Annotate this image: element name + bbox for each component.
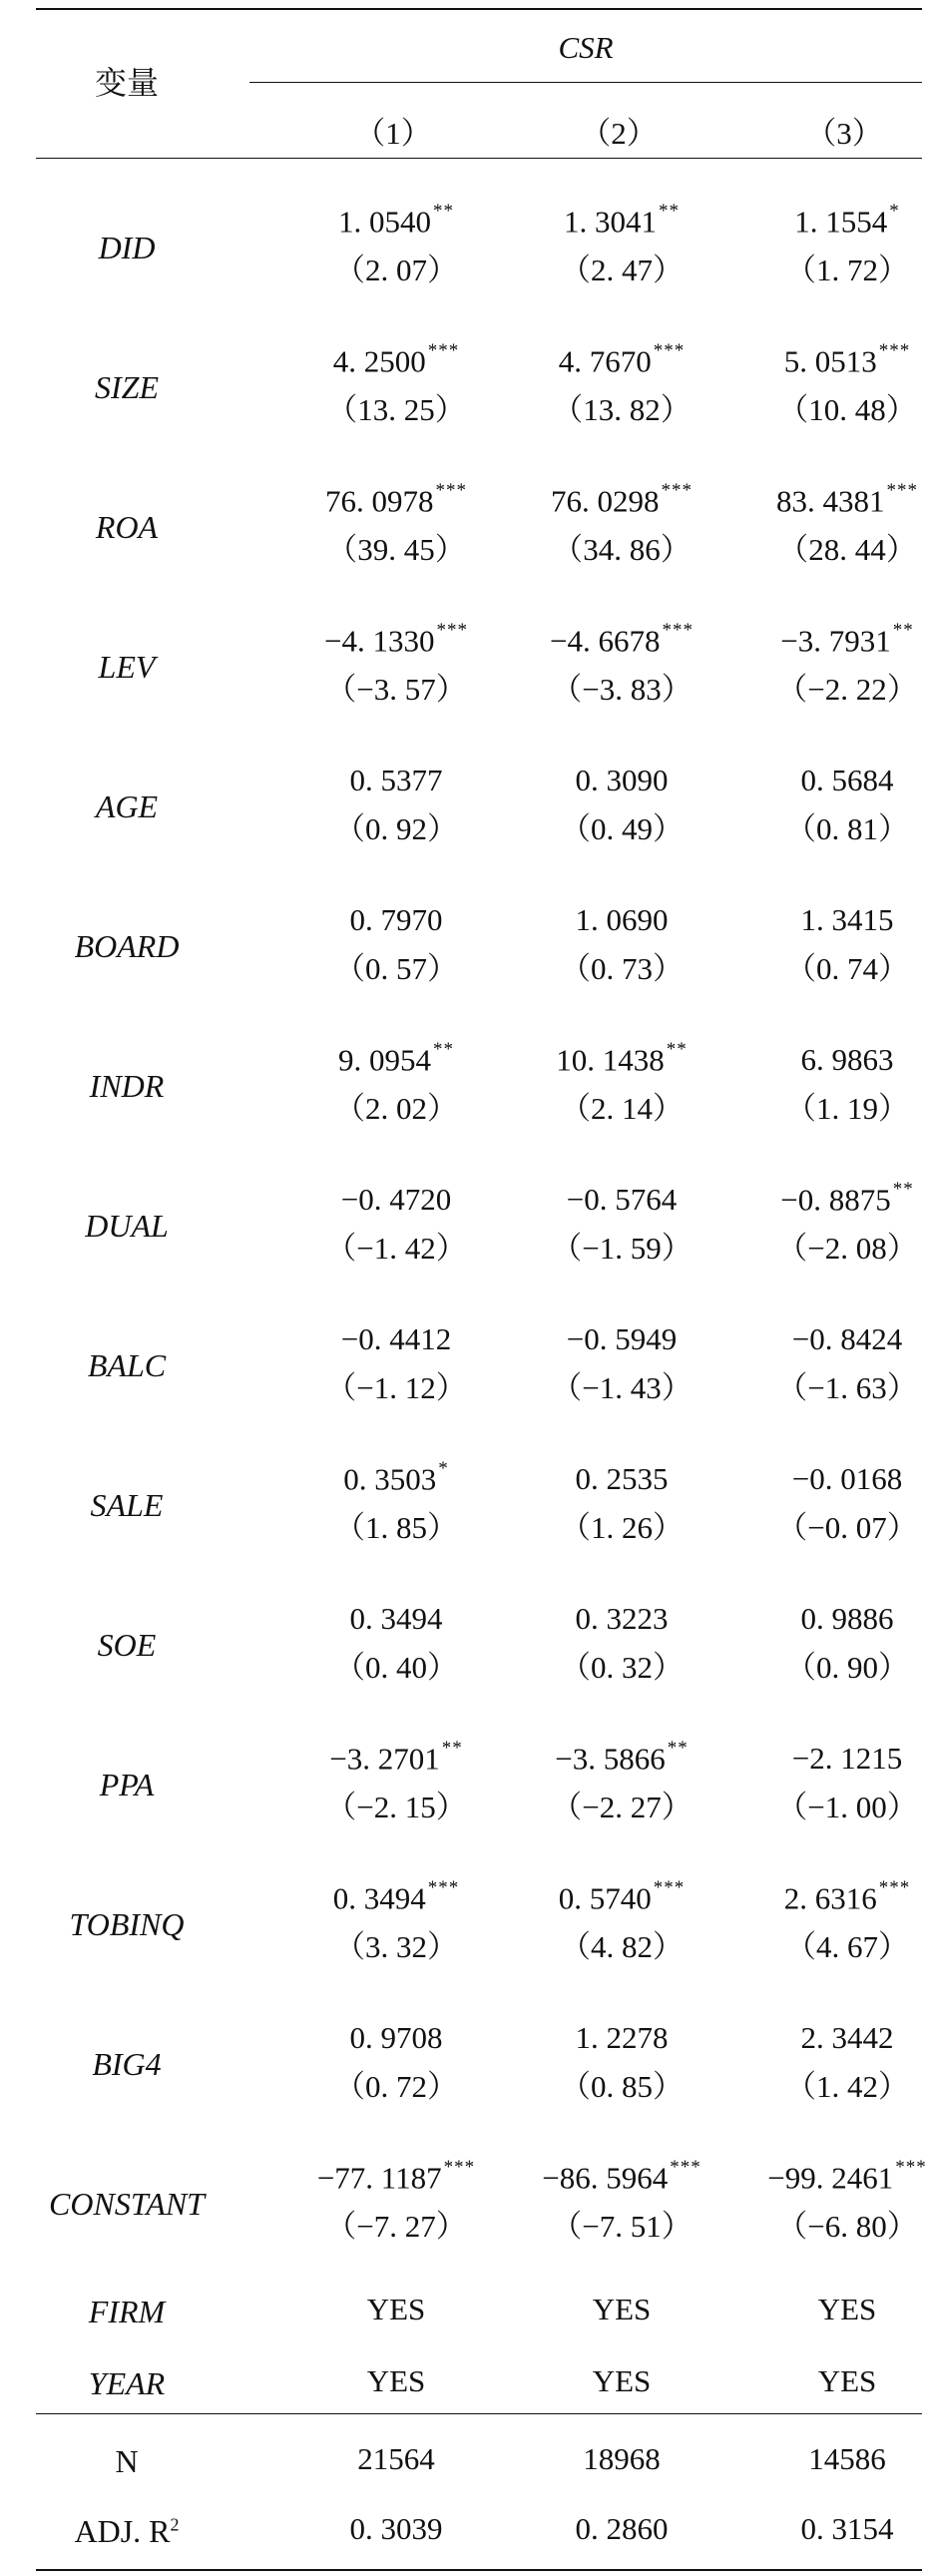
stats-rule: [36, 2413, 922, 2414]
table-cell: [283, 1458, 509, 1546]
variable-name: SOE: [97, 1627, 157, 1663]
table-cell: [283, 620, 509, 708]
significance-stars: **: [667, 1738, 689, 1759]
significance-stars: ***: [662, 620, 694, 641]
coefficient: [283, 480, 509, 519]
significance-stars: ***: [886, 480, 918, 501]
coefficient-value: 4. 7670: [558, 343, 652, 379]
table-cell: [509, 2022, 734, 2102]
coefficient-value: 0. 3090: [575, 763, 669, 797]
coefficient: [283, 201, 509, 240]
column-header-3: （3）: [805, 116, 883, 151]
table-cell: [283, 904, 509, 984]
table-cell: YES: [366, 2292, 426, 2326]
t-statistic: （34. 86）: [552, 532, 692, 568]
table-cell: YES: [366, 2363, 426, 2398]
t-statistic: （1. 19）: [785, 1091, 909, 1126]
t-statistic: （0. 73）: [560, 951, 684, 986]
t-statistic: （−2. 15）: [325, 1790, 467, 1825]
t-statistic: （0. 81）: [785, 811, 909, 846]
t-statistic: （2. 02）: [334, 1091, 458, 1127]
variable-name: YEAR: [88, 2365, 166, 2401]
significance-stars: ***: [670, 2157, 701, 2178]
coefficient: [509, 1323, 734, 1354]
coefficient: [509, 340, 734, 379]
t-statistic: （4. 82）: [560, 1929, 684, 1965]
coefficient-value: 0. 9708: [349, 2020, 443, 2055]
t-statistic: （13. 25）: [326, 392, 466, 428]
coefficient: [734, 480, 929, 519]
table-cell: [283, 1323, 509, 1403]
coefficient: [509, 1184, 734, 1215]
t-statistic: （0. 74）: [785, 951, 909, 986]
table-cell: [509, 904, 734, 984]
variable-name: BALC: [87, 1347, 167, 1383]
table-cell: [509, 1603, 734, 1683]
significance-stars: ***: [878, 340, 911, 361]
table-cell: [283, 340, 509, 428]
t-statistic: （0. 40）: [334, 1650, 458, 1685]
variable-name: LEV: [98, 649, 156, 685]
table-cell: [734, 1603, 929, 1683]
coefficient-value: 0. 7970: [349, 902, 443, 937]
significance-stars: ***: [427, 1877, 460, 1898]
t-statistic: （−6. 80）: [776, 2209, 918, 2245]
coefficient-value: 0. 3503: [343, 1461, 437, 1497]
coefficient-value: −86. 5964: [542, 2160, 669, 2196]
table-cell: [509, 765, 734, 844]
table-cell: 21564: [357, 2441, 435, 2476]
significance-stars: ***: [435, 480, 467, 501]
significance-stars: ***: [878, 1877, 911, 1898]
coefficient-value: −0. 5949: [566, 1321, 678, 1356]
variable-name: DID: [98, 230, 156, 265]
coefficient: [509, 1738, 734, 1777]
coefficient: [734, 340, 929, 379]
significance-stars: **: [433, 201, 454, 222]
table-cell: [509, 620, 734, 708]
coefficient: [283, 1184, 509, 1215]
t-statistic: （−1. 00）: [776, 1790, 918, 1824]
header-bottom-rule: [36, 158, 922, 159]
table-cell: [734, 904, 929, 984]
variable-name: FIRM: [88, 2294, 166, 2329]
coefficient-value: 2. 6316: [783, 1880, 877, 1916]
t-statistic: （−7. 51）: [551, 2209, 693, 2245]
coefficient: [734, 1603, 929, 1634]
dependent-variable-header: CSR: [558, 30, 614, 65]
bottom-rule: [36, 2569, 922, 2571]
table-cell: 14586: [808, 2441, 886, 2476]
t-statistic: （2. 47）: [560, 253, 684, 288]
table-cell: [509, 1877, 734, 1965]
coefficient-value: 10. 1438: [556, 1042, 665, 1078]
coefficient-value: 0. 3494: [332, 1880, 426, 1916]
variable-name: ROA: [95, 509, 159, 545]
table-cell: 0. 3039: [349, 2511, 443, 2546]
table-cell: [734, 620, 929, 708]
coefficient-value: 1. 0540: [338, 204, 431, 240]
table-cell: [734, 765, 929, 844]
coefficient: [509, 1039, 734, 1078]
variable-name: TOBINQ: [69, 1906, 185, 1942]
t-statistic: （0. 72）: [334, 2069, 458, 2104]
coefficient-value: −4. 1330: [324, 623, 435, 659]
t-statistic: （2. 07）: [334, 253, 458, 288]
variable-name: SALE: [90, 1487, 164, 1523]
top-rule: [36, 8, 922, 10]
column-header-2: （2）: [580, 116, 658, 151]
coefficient-value: 0. 3494: [349, 1601, 443, 1636]
significance-stars: ***: [443, 2157, 476, 2178]
coefficient-value: −0. 8875: [780, 1182, 891, 1218]
table-cell: [734, 1323, 929, 1403]
significance-stars: ***: [436, 620, 468, 641]
coefficient: [509, 1463, 734, 1494]
coefficient-value: 0. 2535: [575, 1461, 669, 1496]
table-cell: [734, 480, 929, 568]
table-cell: [509, 1463, 734, 1543]
coefficient-value: 1. 1554: [794, 204, 888, 240]
table-cell: [283, 480, 509, 568]
t-statistic: （1. 72）: [785, 253, 909, 288]
coefficient-value: 0. 5740: [558, 1880, 652, 1916]
coefficient-value: −0. 4720: [340, 1182, 452, 1217]
coefficient: [283, 2157, 509, 2196]
statistic-name: ADJ. $R^2$: [74, 2513, 180, 2549]
statistic-name: N: [115, 2443, 139, 2479]
coefficient: [283, 1603, 509, 1634]
t-statistic: （13. 82）: [552, 392, 692, 428]
coefficient-value: 1. 2278: [575, 2020, 669, 2055]
coefficient: [734, 1743, 929, 1774]
table-cell: [283, 2157, 509, 2245]
t-statistic: （−1. 42）: [325, 1231, 467, 1266]
t-statistic: （−1. 63）: [776, 1370, 918, 1405]
t-statistic: （−2. 22）: [776, 672, 918, 708]
coefficient: [509, 620, 734, 659]
t-statistic: （10. 48）: [777, 392, 917, 428]
coefficient: [734, 1179, 929, 1218]
table-cell: [734, 1463, 929, 1543]
coefficient: [509, 765, 734, 795]
coefficient: [734, 201, 929, 240]
table-cell: 0. 3154: [800, 2511, 894, 2546]
coefficient-value: 83. 4381: [776, 483, 885, 519]
table-cell: [283, 1603, 509, 1683]
coefficient: [509, 2157, 734, 2196]
t-statistic: （1. 85）: [334, 1510, 458, 1546]
significance-stars: ***: [661, 480, 693, 501]
table-cell: [283, 1039, 509, 1127]
table-cell: [283, 765, 509, 844]
t-statistic: （28. 44）: [777, 532, 917, 568]
variable-name: AGE: [95, 788, 159, 824]
coefficient-value: 2. 3442: [800, 2020, 894, 2055]
coefficient-value: −4. 6678: [550, 623, 661, 659]
coefficient-value: 6. 9863: [800, 1042, 894, 1077]
significance-stars: ***: [653, 340, 686, 361]
coefficient: [509, 1603, 734, 1634]
t-statistic: （−1. 43）: [551, 1370, 693, 1405]
coefficient: [283, 1039, 509, 1078]
significance-stars: *: [889, 201, 900, 222]
coefficient: [734, 620, 929, 659]
coefficient-value: 9. 0954: [338, 1042, 431, 1078]
coefficient: [734, 1323, 929, 1354]
coefficient-value: 0. 5377: [349, 763, 443, 797]
variable-name: CONSTANT: [49, 2186, 205, 2222]
coefficient-value: −3. 7931: [780, 623, 891, 659]
significance-stars: **: [441, 1738, 463, 1759]
coefficient: [734, 2157, 929, 2196]
coefficient-value: −0. 5764: [566, 1182, 678, 1217]
column-header-1: （1）: [354, 116, 432, 151]
coefficient: [734, 1877, 929, 1916]
table-cell: [734, 2157, 929, 2245]
header-subrule: [249, 82, 922, 83]
significance-stars: **: [666, 1039, 688, 1060]
coefficient-value: 0. 3223: [575, 1601, 669, 1636]
t-statistic: （2. 14）: [560, 1091, 684, 1127]
table-cell: [509, 2157, 734, 2245]
table-cell: [509, 201, 734, 288]
coefficient-value: −0. 4412: [340, 1321, 452, 1356]
coefficient-value: 1. 3415: [800, 902, 894, 937]
coefficient-value: 1. 0690: [575, 902, 669, 937]
t-statistic: （−1. 12）: [325, 1370, 467, 1405]
coefficient-value: 4. 2500: [332, 343, 426, 379]
t-statistic: （1. 42）: [785, 2069, 909, 2104]
coefficient: [283, 765, 509, 795]
table-cell: [734, 201, 929, 288]
coefficient-value: 0. 5684: [800, 763, 894, 797]
significance-stars: ***: [895, 2157, 927, 2178]
coefficient: [734, 904, 929, 935]
coefficient: [734, 1463, 929, 1494]
variable-name: BOARD: [74, 928, 180, 964]
coefficient: [283, 1738, 509, 1777]
table-cell: [509, 480, 734, 568]
table-cell: [509, 1184, 734, 1264]
table-cell: [734, 340, 929, 428]
coefficient-value: −99. 2461: [767, 2160, 894, 2196]
coefficient: [509, 480, 734, 519]
variable-name: SIZE: [95, 369, 159, 405]
t-statistic: （1. 26）: [560, 1510, 684, 1545]
coefficient: [283, 340, 509, 379]
significance-stars: ***: [653, 1877, 686, 1898]
t-statistic: （−7. 27）: [325, 2209, 467, 2245]
coefficient-value: −2. 1215: [791, 1741, 903, 1776]
table-cell: [734, 1743, 929, 1822]
coefficient: [509, 1877, 734, 1916]
coefficient: [283, 1877, 509, 1916]
table-cell: [509, 1323, 734, 1403]
table-cell: 18968: [583, 2441, 661, 2476]
t-statistic: （0. 57）: [334, 951, 458, 986]
t-statistic: （39. 45）: [326, 532, 466, 568]
coefficient: [283, 904, 509, 935]
table-cell: [283, 2022, 509, 2102]
coefficient: [734, 1044, 929, 1075]
t-statistic: （−3. 83）: [551, 672, 693, 708]
coefficient-value: 0. 9886: [800, 1601, 894, 1636]
table-cell: [509, 1039, 734, 1127]
coefficient-value: −0. 8424: [791, 1321, 903, 1356]
t-statistic: （3. 32）: [334, 1929, 458, 1965]
variable-name: BIG4: [92, 2046, 162, 2082]
t-statistic: （0. 32）: [560, 1650, 684, 1685]
table-cell: YES: [592, 2292, 652, 2326]
significance-stars: **: [892, 1179, 914, 1200]
table-cell: [509, 1738, 734, 1825]
coefficient: [509, 201, 734, 240]
table-cell: [283, 1877, 509, 1965]
t-statistic: （−0. 07）: [776, 1510, 918, 1545]
table-cell: [734, 1877, 929, 1965]
t-statistic: （−2. 27）: [551, 1790, 693, 1825]
t-statistic: （0. 85）: [560, 2069, 684, 2104]
table-cell: [283, 1738, 509, 1825]
table-cell: [283, 1184, 509, 1264]
t-statistic: （−1. 59）: [551, 1231, 693, 1266]
coefficient: [509, 2022, 734, 2053]
table-cell: [734, 2022, 929, 2102]
table-cell: YES: [817, 2363, 877, 2398]
coefficient: [283, 620, 509, 659]
coefficient: [283, 1323, 509, 1354]
significance-stars: ***: [427, 340, 460, 361]
variable-name: PPA: [99, 1767, 155, 1803]
superscript: 2: [170, 2514, 180, 2535]
t-statistic: （−3. 57）: [325, 672, 467, 708]
coefficient-value: −0. 0168: [791, 1461, 903, 1496]
coefficient-value: 76. 0978: [325, 483, 434, 519]
table-cell: 0. 2860: [575, 2511, 669, 2546]
variable-header: 变量: [94, 65, 159, 101]
coefficient: [283, 1458, 509, 1497]
table-cell: [734, 1044, 929, 1124]
coefficient: [509, 904, 734, 935]
table-cell: [283, 201, 509, 288]
table-cell: YES: [817, 2292, 877, 2326]
coefficient: [734, 765, 929, 795]
coefficient-value: −77. 1187: [316, 2160, 442, 2196]
t-statistic: （0. 90）: [785, 1650, 909, 1685]
coefficient-value: 1. 3041: [564, 204, 657, 240]
variable-name: INDR: [89, 1068, 165, 1104]
table-cell: YES: [592, 2363, 652, 2398]
significance-stars: **: [659, 201, 680, 222]
variable-name: DUAL: [85, 1208, 169, 1244]
significance-stars: **: [892, 620, 914, 641]
coefficient-value: −3. 2701: [329, 1741, 440, 1777]
significance-stars: **: [433, 1039, 454, 1060]
table-cell: [509, 340, 734, 428]
coefficient-value: −3. 5866: [555, 1741, 666, 1777]
coefficient: [283, 2022, 509, 2053]
significance-stars: *: [438, 1458, 449, 1479]
coefficient-value: 76. 0298: [551, 483, 660, 519]
t-statistic: （4. 67）: [785, 1929, 909, 1965]
t-statistic: （−2. 08）: [776, 1231, 918, 1267]
coefficient: [734, 2022, 929, 2053]
table-cell: [734, 1179, 929, 1267]
coefficient-value: 5. 0513: [783, 343, 877, 379]
t-statistic: （0. 92）: [334, 811, 458, 846]
t-statistic: （0. 49）: [560, 811, 684, 846]
